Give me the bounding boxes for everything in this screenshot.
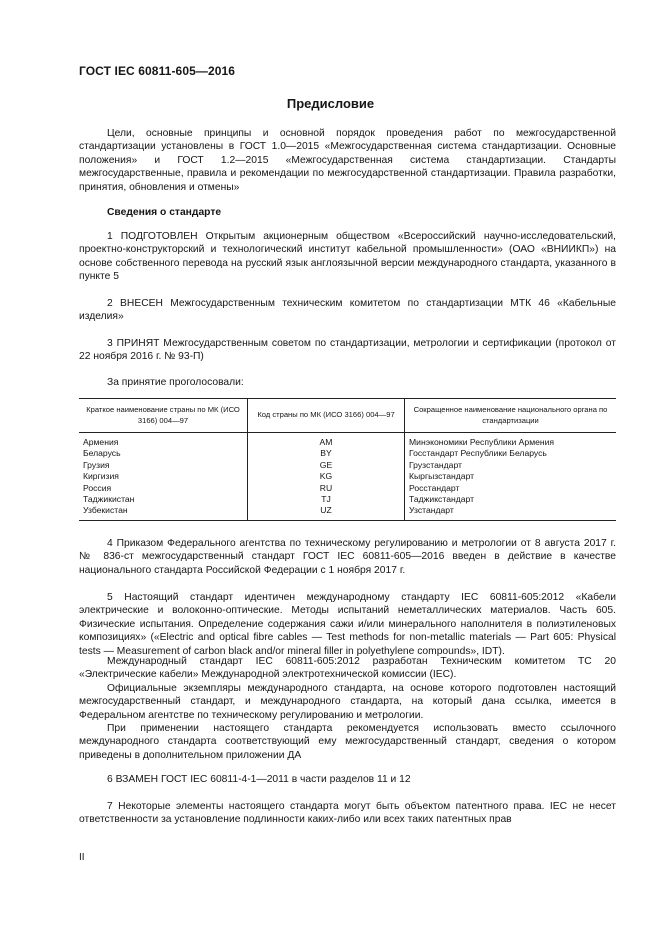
country-cell: Грузия: [83, 459, 110, 470]
code-cell: UZ: [248, 505, 405, 520]
item-7: 7 Некоторые элементы настоящего стандарта могут быть объектом патентного права. IEC не несет ответственности за установление подлинности каких-либо или всех таких патентных прав: [79, 801, 616, 826]
body-cell: Грузстандарт: [405, 460, 617, 471]
item-5: 5 Настоящий стандарт идентичен международному стандарту IEC 60811-605:2012 «Кабели электрические и волоконно-оптические. Методы испытаний неметаллических материалов. Часть 605. Физические испытания. Определение содержания сажи и/или минерального наполнителя в полиэтиленовых композициях» («Electric and optical fibre cables — Test methods for non-metallic materials — Part 605: Physical tests — Measurement of carbon black and/or mineral filler in polyethylene compounds», IDT).: [79, 592, 616, 657]
country-cell: Киргизия: [83, 471, 119, 482]
item-2: 2 ВНЕСЕН Межгосударственным техническим комитетом по стандартизации МТК 46 «Кабельные изделия»: [79, 298, 616, 323]
table-row: [79, 471, 616, 482]
document-header: ГОСТ IEC 60811-605—2016: [79, 64, 236, 78]
body-cell: Госстандарт Республики Беларусь: [405, 448, 617, 459]
body-cell: Росстандарт: [405, 483, 617, 494]
column-header-country: Краткое наименование страны по МК (ИСО 3166) 004—97: [79, 399, 248, 433]
body-cell: Минэкономики Республики Армения: [405, 433, 617, 449]
item-1: 1 ПОДГОТОВЛЕН Открытым акционерным обществом «Всероссийский научно-исследовательский, проектно-конструкторский и технологический институт кабельной промышленности» (ОАО «ВНИИКП») на основе собственного перевода на русский язык англоязычной версии международного стандарта, указанного в пункте 5: [79, 231, 616, 283]
voting-table: [79, 398, 616, 521]
item-3: 3 ПРИНЯТ Межгосударственным советом по стандартизации, метрологии и сертификации (протокол от 22 ноября 2016 г. № 93-П): [79, 338, 616, 363]
code-cell: AM: [248, 433, 405, 449]
country-cell: Узбекистан: [79, 505, 248, 520]
section-title: Сведения о стандарте: [107, 207, 222, 218]
column-header-body: Сокращенное наименование национального органа по стандартизации: [405, 399, 617, 433]
foreword-paragraph: Цели, основные принципы и основной порядок проведения работ по межгосударственной стандартизации установлены в ГОСТ 1.0—2015 «Межгосударственная система стандартизации. Основные положения» и ГОСТ 1.2—2015 «Межгосударственная система стандартизации. Стандарты межгосударственные, правила и рекомендации по межгосударственной стандартизации. Правила разработки, принятия, обновления и отмены»: [79, 128, 616, 193]
table-row: [79, 483, 616, 494]
item-4: 4 Приказом Федерального агентства по техническому регулированию и метрологии от 8 августа 2017 г. № 836-ст межгосударственный стандарт ГОСТ IEC 60811-605—2016 введен в действие в качестве национального стандарта Российской Федерации с 1 ноября 2017 г.: [79, 538, 616, 576]
country-cell: Таджикистан: [83, 494, 135, 505]
table-row: [79, 448, 616, 459]
body-cell: Узстандарт: [405, 505, 617, 520]
country-cell: Армения: [83, 437, 119, 447]
code-cell: RU: [248, 483, 405, 494]
table-row: [79, 505, 616, 520]
table-row: [79, 494, 616, 505]
body-cell: Кыргызстандарт: [405, 471, 617, 482]
code-cell: KG: [248, 471, 405, 482]
item-5-paragraph-4: При применении настоящего стандарта рекомендуется использовать вместо ссылочного международного стандарта соответствующий ему межгосударственный стандарт, сведения о котором приведены в дополнительном приложении ДА: [79, 723, 616, 761]
country-cell: Россия: [83, 482, 112, 493]
table-row: [79, 433, 616, 449]
column-header-code: Код страны по МК (ИСО 3166) 004—97: [248, 399, 405, 433]
item-5-paragraph-2: Международный стандарт IEC 60811-605:2012 разработан Техническим комитетом ТС 20 «Электрические кабели» Международной электротехнической комиссии (IEC).: [79, 656, 616, 681]
code-cell: GE: [248, 460, 405, 471]
code-cell: BY: [248, 448, 405, 459]
table-header-row: [79, 399, 616, 433]
item-5-paragraph-3: Официальные экземпляры международного стандарта, на основе которого подготовлен настоящий межгосударственный стандарт, и международного стандарта, на который дана ссылка, имеется в Федеральном агентстве по техническому регулированию и метрологии.: [79, 683, 616, 721]
code-cell: TJ: [248, 494, 405, 505]
vote-intro: За принятие проголосовали:: [107, 377, 244, 388]
item-6: 6 ВЗАМЕН ГОСТ IEC 60811-4-1—2011 в части разделов 11 и 12: [107, 774, 411, 785]
country-cell: Беларусь: [83, 448, 121, 459]
table-row: [79, 460, 616, 471]
body-cell: Таджикстандарт: [405, 494, 617, 505]
page-title: Предисловие: [286, 96, 375, 111]
page-number: II: [79, 852, 85, 863]
